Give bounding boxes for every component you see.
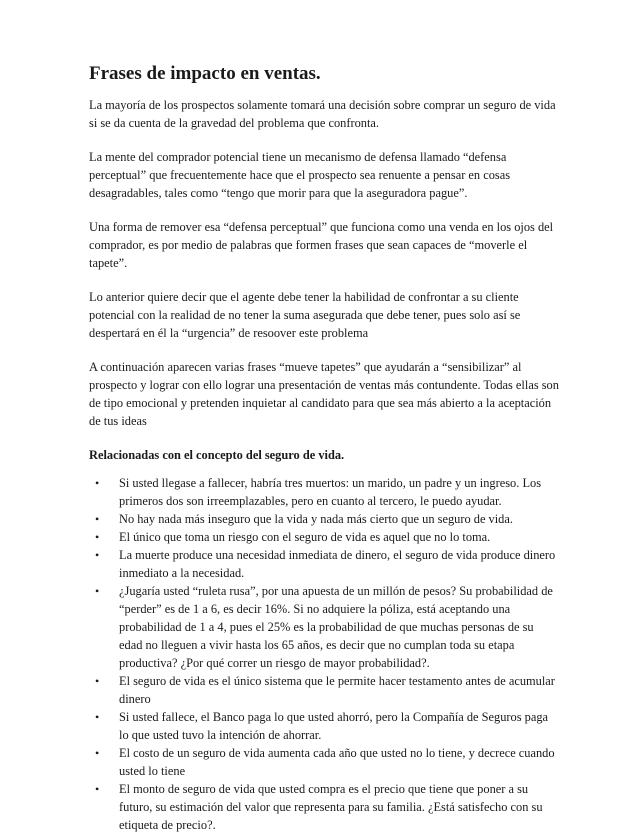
bullet-icon: • (95, 710, 100, 724)
list-item (89, 510, 559, 528)
list-item-text: El costo de un seguro de vida aumenta cada año que usted no lo tiene, y decrece cuando usted lo tiene (119, 746, 555, 778)
bullet-icon: • (95, 512, 100, 526)
list-item-text: El monto de seguro de vida que usted compra es el precio que tiene que poner a su futuro, su estimación del valor que representa para su familia. ¿Está satisfecho con su etiqueta de precio?. (119, 782, 543, 832)
document-page (89, 62, 559, 834)
paragraph-mueve-tapetes: A continuación aparecen varias frases “mueve tapetes” que ayudarán a “sensibilizar” al prospecto y lograr con ello lograr una presentación de ventas más contundente. Todas ellas son de tipo emocional y pretenden inquietar al candidato para que sea más abierto a la aceptación de tus ideas (89, 360, 559, 428)
list-item-text: El único que toma un riesgo con el seguro de vida es aquel que no lo toma. (119, 530, 491, 544)
list-item-text: El seguro de vida es el único sistema que le permite hacer testamento antes de acumular dinero (119, 674, 555, 706)
bullet-icon: • (95, 530, 100, 544)
list-item (89, 708, 559, 744)
list-item (89, 582, 559, 672)
list-item (89, 474, 559, 510)
paragraph-remover-defensa: Una forma de remover esa “defensa perceptual” que funciona como una venda en los ojos del comprador, es por medio de palabras que formen frases que sean capaces de “moverle el tapete”. (89, 220, 554, 270)
list-item-text: No hay nada más inseguro que la vida y nada más cierto que un seguro de vida. (119, 512, 513, 526)
bullet-icon: • (95, 674, 100, 688)
section-heading: Relacionadas con el concepto del seguro de vida. (89, 448, 345, 462)
list-item-text: Si usted fallece, el Banco paga lo que usted ahorró, pero la Compañía de Seguros paga lo que usted tuvo la intención de ahorrar. (119, 710, 549, 742)
bullet-icon: • (95, 782, 100, 796)
bullet-icon: • (95, 476, 100, 490)
bullet-icon: • (95, 548, 100, 562)
list-item (89, 546, 559, 582)
document-title: Frases de impacto en ventas. (89, 63, 321, 84)
paragraph-defensa-perceptual: La mente del comprador potencial tiene un mecanismo de defensa llamado “defensa perceptual” que frecuentemente hace que el prospecto sea renuente a pensar en cosas desagradables, tales como “tengo que morir para que la aseguradora pague”. (89, 150, 511, 200)
paragraph-intro: La mayoría de los prospectos solamente tomará una decisión sobre comprar un seguro de vida si se da cuenta de la gravedad del problema que confronta. (89, 98, 556, 130)
list-item (89, 744, 559, 780)
paragraph-confrontar: Lo anterior quiere decir que el agente debe tener la habilidad de confrontar a su cliente potencial con la realidad de no tener la suma asegurada que debe tener, pues solo así se despertará en él la “urgencia” de resoover este problema (89, 290, 521, 340)
bullet-icon: • (95, 746, 100, 760)
list-item-text: Si usted llegase a fallecer, habría tres muertos: un marido, un padre y un ingreso. Los primeros dos son irreemplazables, pero en cuanto al tercero, le puedo ayudar. (119, 476, 542, 508)
bullet-list (89, 474, 559, 834)
bullet-icon: • (95, 584, 100, 598)
list-item (89, 672, 559, 708)
list-item (89, 528, 559, 546)
list-item-text: ¿Jugaría usted “ruleta rusa”, por una apuesta de un millón de pesos? Su probabilidad de “perder” es de 1 a 6, es decir 16%. Si no adquiere la póliza, está aceptando una probabilidad de 1 a 4, pues el 25% es la probabilidad de que muchas personas de su edad no lleguen a vivir hasta los 65 años, es decir que no cumplan toda su etapa productiva? ¿Por qué correr un riesgo de mayor probabilidad?. (119, 584, 553, 670)
list-item-text: La muerte produce una necesidad inmediata de dinero, el seguro de vida produce dinero inmediato a la necesidad. (119, 548, 556, 580)
